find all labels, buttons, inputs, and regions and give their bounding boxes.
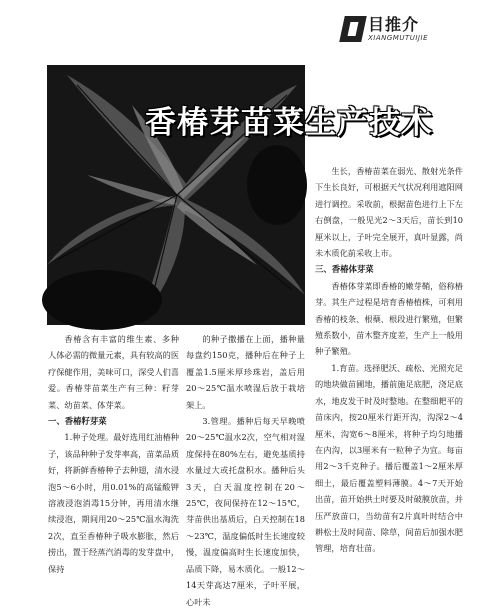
article-title: 香椿芽苗菜生产技术 [145,105,433,141]
article-column-right [315,163,463,554]
article-column-left [48,331,180,574]
section-heading: 一、香椿籽芽菜 [48,416,107,427]
body-paragraph: 香椿含有丰富的维生素、多种人体必需的微量元素，具有较高的医疗保健作用，美味可口，深受人们喜爱。香椿芽苗菜生产有三种：籽芽菜、幼苗菜、体芽菜。 [48,334,180,410]
body-paragraph: 的种子撒播在上面，播种量每盘约150克，播种后在种子上覆盖1.5厘米厚珍珠岩，盖后用20～25℃温水喷湿后放于栽培架上。 [186,334,305,410]
article-column-middle [186,331,305,607]
section-logo-icon [339,16,367,42]
body-paragraph: 香椿体芽菜即香椿的嫩芽鞘，俗称椿芽。其生产过程是培育香椿植株，可利用香椿的枝条、根蘖、根段进行繁殖，但繁殖系数小，苗木整齐度差，生产上一般用种子繁殖。 [315,280,463,357]
section-title: 目推介 [368,15,420,34]
body-paragraph: 1.种子处理。最好选用红油椿种子，该品种种子发芽率高，苗菜品质好，将新鲜香椿种子去种翅，清水浸泡5～6小时，用0.01%的高锰酸钾溶液浸泡消毒15分钟，再用清水继续浸泡，期间用20～25℃温水淘洗2次，直至香椿种子吸水膨胀，然后捞出，置于经蒸汽消毒的发芽盘中，保持 [48,432,180,574]
section-heading: 三、香椿体芽菜 [315,264,374,275]
section-header [342,10,492,50]
section-pinyin: XIANGMUTUIJIE [368,34,428,42]
body-paragraph: 1.育苗。选择肥沃、疏松、光照充足的地块做苗圃地，播前施足底肥，浇足底水，地皮发干时及时整地。在整细耙平的苗床内，按20厘米行距开沟，沟深2～4厘米，沟宽6～8厘米，将种子均匀地播在内沟，以3厘米有一粒种子为宜。每亩用2～3千克种子。播后覆盖1～2厘米厚细土，最后覆盖塑料薄膜。4～7天开始出苗，苗开始拱土时要及时破膜放苗，并压严放苗口，当幼苗有2片真叶时结合中耕松土及时间苗、除草，间苗后加强水肥管理，培育壮苗。 [315,362,463,554]
body-paragraph: 3.管理。播种后每天早晚喷20～25℃温水2次，空气相对湿度保持在80%左右，避免基质持水量过大或托盘积水。播种后头3天，白天温度控制在20～25℃，夜间保持在12～15℃，芽苗供出基质后，白天控制在18～23℃，温度偏低时生长速度较慢，温度偏高时生长速度加快，品质下降，易木质化。一般12～14天芽高达7厘米，子叶平展，心叶未 [186,416,305,607]
body-paragraph: 生长，香椿苗菜在弱光、散射光条件下生长良好，可根据天气状况利用遮阳网进行调控。采收前，根据苗色进行上下左右倒盘，一般见光2～3天后，苗长到10厘米以上，子叶完全展开，真叶显露，尚未木质化前采收上市。 [315,166,463,259]
